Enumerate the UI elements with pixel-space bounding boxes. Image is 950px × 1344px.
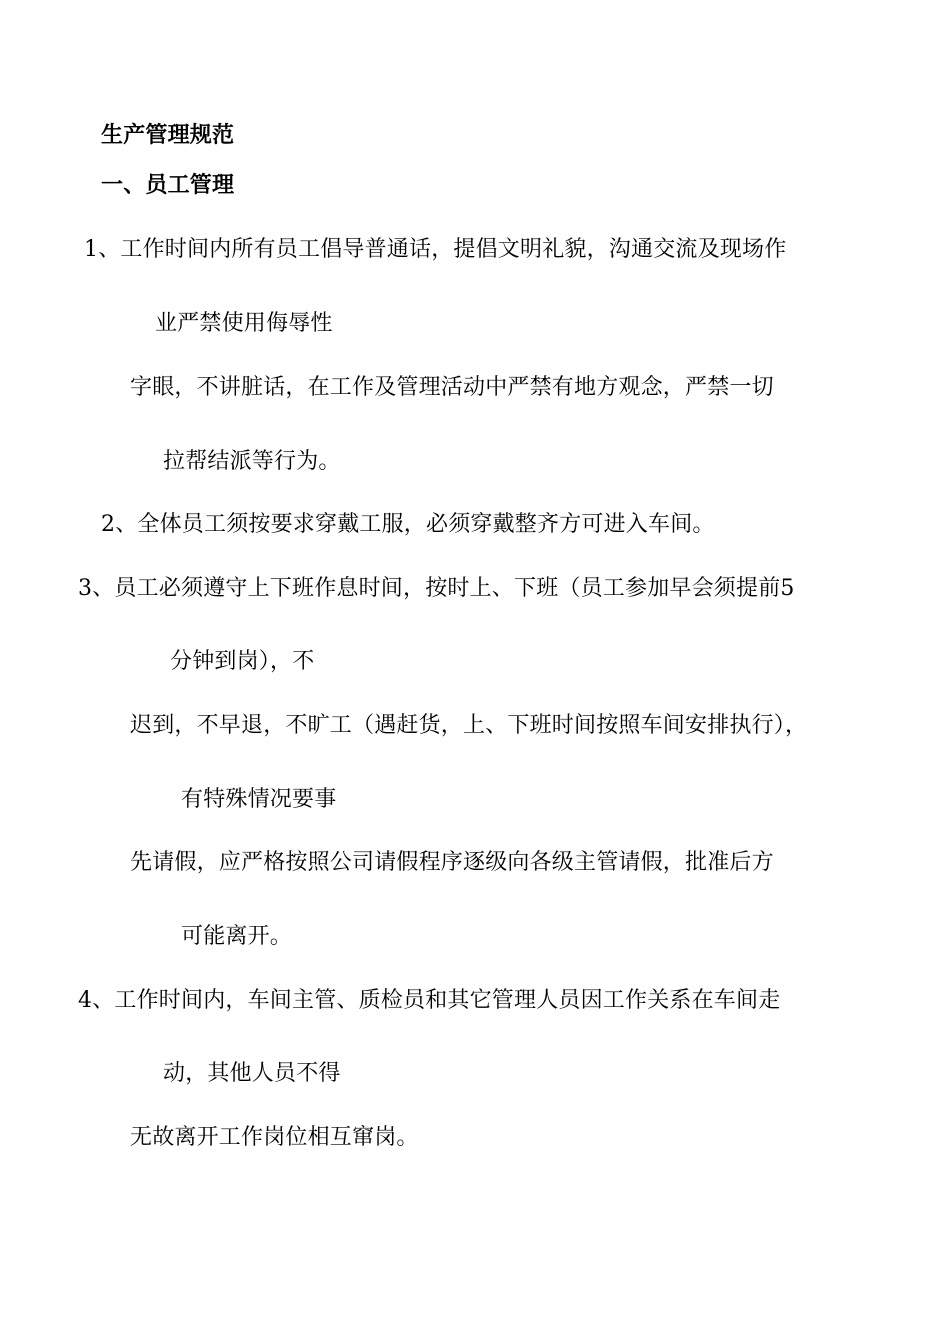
paragraph-line: 业严禁使用侮辱性 bbox=[155, 311, 333, 336]
section-heading: 一、员工管理 bbox=[101, 173, 235, 198]
paragraph-line: 字眼，不讲脏话，在工作及管理活动中严禁有地方观念，严禁一切 bbox=[130, 375, 774, 400]
document-title: 生产管理规范 bbox=[101, 123, 235, 148]
paragraph-line: 有特殊情况要事 bbox=[181, 787, 337, 812]
paragraph-line: 先请假，应严格按照公司请假程序逐级向各级主管请假，批准后方 bbox=[130, 850, 774, 875]
paragraph-line: 无故离开工作岗位相互窜岗。 bbox=[130, 1125, 419, 1150]
paragraph-line: 4、工作时间内，车间主管、质检员和其它管理人员因工作关系在车间走 bbox=[78, 988, 781, 1013]
paragraph-line: 动，其他人员不得 bbox=[163, 1061, 341, 1086]
paragraph-line: 拉帮结派等行为。 bbox=[163, 449, 341, 474]
paragraph-line: 分钟到岗），不 bbox=[170, 649, 315, 674]
paragraph-line: 3、员工必须遵守上下班作息时间，按时上、下班（员工参加早会须提前5 bbox=[78, 576, 795, 601]
paragraph-line: 迟到，不早退，不旷工（遇赶货，上、下班时间按照车间安排执行）， bbox=[130, 713, 808, 738]
paragraph-line: 2、全体员工须按要求穿戴工服，必须穿戴整齐方可进入车间。 bbox=[101, 512, 715, 537]
paragraph-line: 1、工作时间内所有员工倡导普通话，提倡文明礼貌，沟通交流及现场作 bbox=[84, 237, 787, 262]
paragraph-line: 可能离开。 bbox=[181, 924, 293, 949]
